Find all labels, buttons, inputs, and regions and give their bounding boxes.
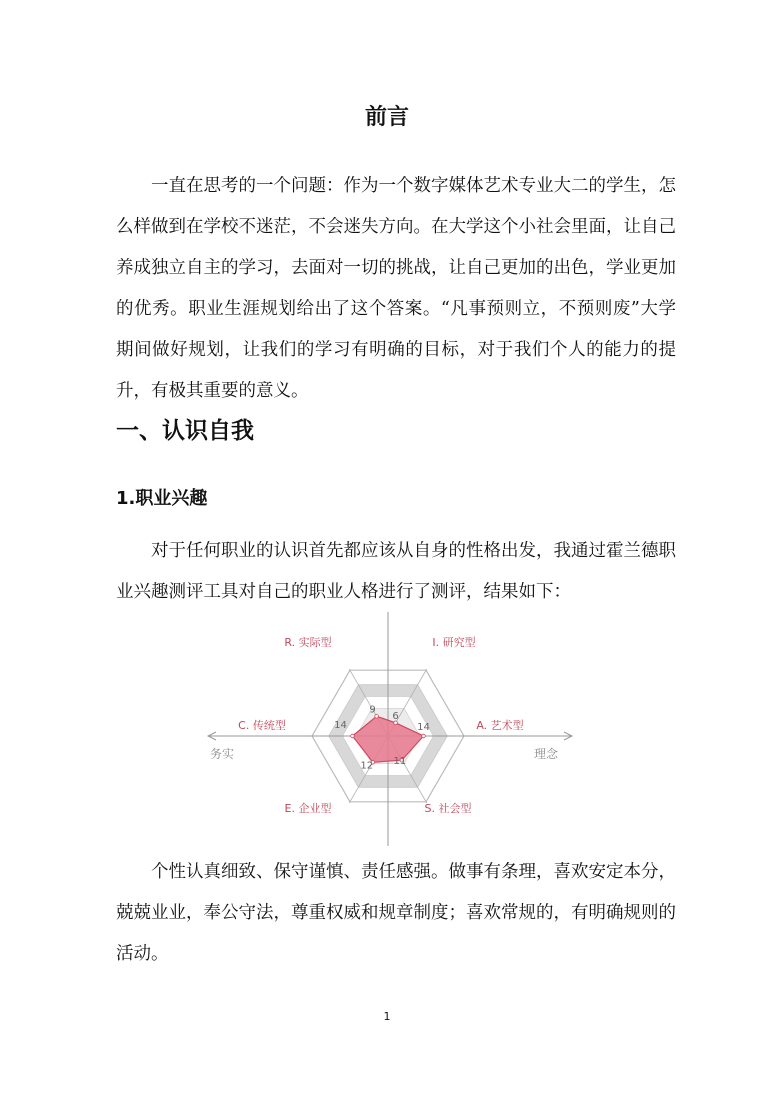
section-heading-know-yourself: 一、认识自我 <box>116 418 254 444</box>
category-label: I. 研究型 <box>432 636 476 649</box>
axis-label-left: 务实 <box>209 747 235 761</box>
data-value-label: 12 <box>360 760 374 772</box>
data-point <box>422 734 426 738</box>
intro-paragraph: 一直在思考的一个问题：作为一个数字媒体艺术专业大二的学生，怎么样做到在学校不迷茫，不会迷失方向。在大学这个小社会里面，让自己养成独立自主的学习，去面对一切的挑战，让自己更加的出色，学业更加的优秀。职业生涯规划给出了这个答案。“凡事预则立，不预则废”大学期间做好规划，让我们的学习有明确的目标，对于我们个人的能力的提升，有极其重要的意义。 <box>116 176 676 401</box>
data-value-label: 9 <box>369 704 376 716</box>
page-number: 1 <box>383 1010 391 1023</box>
data-value-label: 14 <box>334 720 347 731</box>
data-value-label: 14 <box>417 722 430 733</box>
category-label: C. 传统型 <box>238 719 286 732</box>
data-point <box>351 734 355 738</box>
axis-label-right: 理念 <box>533 747 559 761</box>
category-label: R. 实际型 <box>284 636 332 649</box>
data-value-label: 6 <box>392 710 399 722</box>
category-label: E. 企业型 <box>284 802 332 815</box>
paragraph-after-chart: 个性认真细致、保守谨慎、责任感强。做事有条理，喜欢安定本分，兢兢业业，奉公守法，尊重权威和规章制度；喜欢常规的，有明确规则的活动。 <box>116 862 676 964</box>
holland-radar-chart <box>200 608 580 848</box>
page-title: 前言 <box>364 105 409 130</box>
data-value-label: 11 <box>393 756 407 768</box>
category-label: S. 社会型 <box>424 802 472 815</box>
paragraph-before-chart: 对于任何职业的认识首先都应该从自身的性格出发，我通过霍兰德职业兴趣测评工具对自己的职业人格进行了测评，结果如下： <box>116 541 676 602</box>
category-label: A. 艺术型 <box>476 719 524 732</box>
subsection-heading-career-interest: 1.职业兴趣 <box>116 488 208 509</box>
